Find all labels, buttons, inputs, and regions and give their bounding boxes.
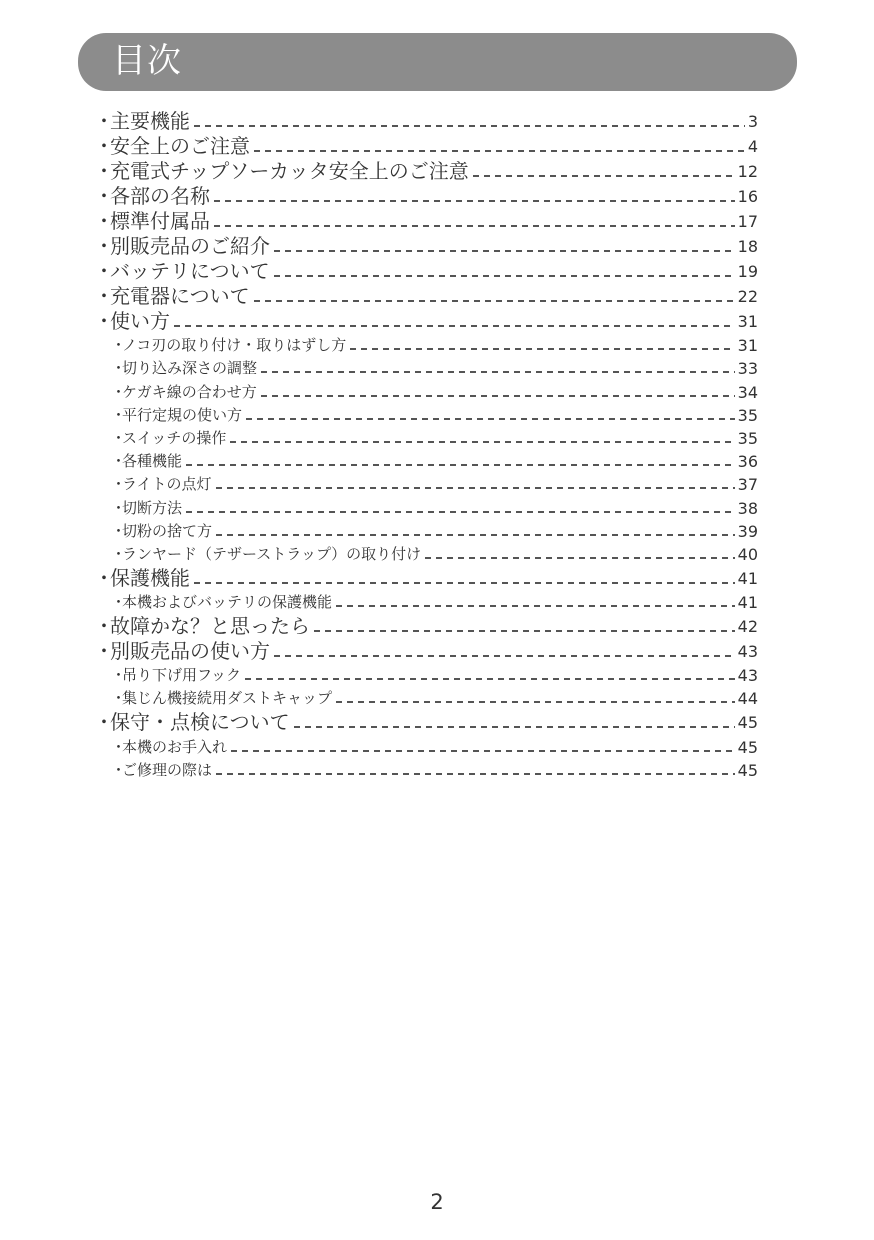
toc-label: 切り込み深さの調整 — [122, 359, 258, 378]
toc-leader-dashes — [274, 250, 735, 252]
toc-label: 集じん機接続用ダストキャップ — [122, 689, 333, 708]
toc-leader-dashes — [230, 441, 734, 443]
toc-label: 別販売品の使い方 — [110, 639, 270, 664]
toc-page-number: 18 — [737, 237, 758, 256]
toc-page-number: 37 — [737, 475, 758, 495]
toc-page-number: 12 — [737, 162, 758, 181]
toc-page-number: 40 — [737, 544, 758, 564]
toc-leader-dashes — [254, 300, 735, 302]
toc-label: 故障かな？と思ったら — [110, 614, 310, 639]
toc-bullet: ・ — [94, 209, 114, 233]
toc-label: 吊り下げ用フック — [122, 666, 241, 685]
toc-label: 平行定規の使い方 — [122, 405, 243, 424]
toc-page-number: 43 — [737, 666, 758, 686]
toc-bullet: ・ — [94, 134, 114, 158]
toc-bullet: ・ — [111, 336, 127, 355]
toc-label: ケガキ線の合わせ方 — [122, 382, 257, 401]
toc-leader-dashes — [174, 325, 735, 327]
toc-label: スイッチの操作 — [122, 428, 227, 447]
toc-leader-dashes — [261, 395, 735, 397]
toc-page-number: 42 — [737, 617, 758, 637]
toc-label: 保守・点検について — [110, 710, 290, 735]
toc-leader-dashes — [214, 200, 735, 202]
toc-page-number: 4 — [747, 137, 758, 156]
toc-bullet: ・ — [94, 259, 114, 283]
toc-label: ノコ刃の取り付け・取りはずし方 — [122, 336, 347, 355]
toc-entry[interactable] — [92, 639, 758, 664]
toc-page-number: 39 — [737, 521, 758, 541]
toc-page-number: 41 — [737, 568, 758, 588]
toc-bullet: ・ — [94, 710, 114, 735]
toc-bullet: ・ — [94, 109, 114, 133]
toc-label: 別販売品のご紹介 — [110, 234, 270, 258]
toc-bullet: ・ — [111, 521, 127, 540]
toc-page-number: 17 — [737, 212, 758, 231]
toc-bullet: ・ — [94, 309, 114, 333]
toc-bullet: ・ — [111, 452, 127, 471]
toc-leader-dashes — [261, 371, 735, 373]
toc-subentry[interactable] — [92, 687, 758, 710]
toc-label: 各種機能 — [122, 452, 183, 471]
toc-leader-dashes — [214, 225, 735, 227]
toc-leader-dashes — [216, 773, 735, 775]
toc-entry[interactable] — [92, 134, 758, 159]
toc-label: 各部の名称 — [110, 184, 210, 208]
toc-subentry[interactable] — [92, 473, 758, 496]
toc-bullet: ・ — [111, 666, 127, 685]
toc-leader-dashes — [425, 557, 735, 559]
toc-leader-dashes — [274, 655, 735, 657]
toc-leader-dashes — [294, 726, 735, 728]
toc-page-number: 31 — [737, 312, 758, 331]
toc-page-number: 45 — [737, 737, 758, 757]
toc-label: 充電器について — [110, 284, 250, 308]
toc-bullet: ・ — [111, 760, 127, 779]
toc-bullet: ・ — [111, 405, 127, 424]
toc-bullet: ・ — [111, 428, 127, 447]
toc-subentry[interactable] — [92, 404, 758, 427]
toc-page-number: 33 — [737, 359, 758, 379]
toc-subentry[interactable] — [92, 591, 758, 614]
toc-page-number: 22 — [737, 287, 758, 306]
toc-leader-dashes — [216, 487, 735, 489]
toc-leader-dashes — [216, 534, 735, 536]
toc-leader-dashes — [231, 750, 735, 752]
toc-label: ご修理の際は — [122, 760, 213, 779]
toc-bullet: ・ — [111, 498, 127, 517]
toc-leader-dashes — [194, 125, 745, 127]
toc-bullet: ・ — [111, 689, 127, 708]
toc-label: ライトの点灯 — [122, 475, 212, 494]
page-number: 2 — [430, 1190, 444, 1214]
toc-entry[interactable] — [92, 710, 758, 735]
toc-label: 保護機能 — [110, 565, 190, 590]
toc-entry[interactable] — [92, 234, 758, 259]
toc-label: ランヤード（テザーストラップ）の取り付け — [122, 544, 422, 563]
toc-page-number: 19 — [737, 262, 758, 281]
toc-entry[interactable] — [92, 614, 758, 639]
toc-leader-dashes — [314, 630, 735, 632]
toc-entry[interactable] — [92, 159, 758, 184]
toc-bullet: ・ — [94, 159, 114, 183]
toc-bullet: ・ — [111, 737, 127, 756]
toc-label: 本機のお手入れ — [122, 737, 228, 756]
toc-label: 本機およびバッテリの保護機能 — [122, 593, 333, 612]
toc-subentry[interactable] — [92, 334, 758, 357]
toc-page-number: 45 — [737, 713, 758, 733]
toc-bullet: ・ — [94, 565, 114, 590]
toc-page-number: 36 — [737, 452, 758, 472]
toc-leader-dashes — [274, 275, 735, 277]
toc-subentry[interactable] — [92, 450, 758, 473]
toc-subentry[interactable] — [92, 427, 758, 450]
toc-leader-dashes — [254, 150, 745, 152]
toc-page-number: 35 — [737, 428, 758, 448]
toc-page-number: 3 — [747, 112, 758, 131]
toc-label: 使い方 — [110, 309, 170, 333]
toc-entry[interactable] — [92, 209, 758, 234]
toc-leader-dashes — [194, 582, 735, 584]
toc-label: 切断方法 — [122, 498, 183, 517]
toc-subentry[interactable] — [92, 543, 758, 566]
toc-label: 主要機能 — [110, 109, 190, 133]
toc-bullet: ・ — [111, 475, 127, 494]
toc-entry[interactable] — [92, 109, 758, 134]
toc-page-number: 38 — [737, 498, 758, 518]
toc-leader-dashes — [186, 511, 735, 513]
toc-entry[interactable] — [92, 284, 758, 309]
toc-page-number: 34 — [737, 382, 758, 402]
toc-leader-dashes — [246, 418, 735, 420]
toc-page-number: 45 — [737, 760, 758, 780]
page-title: 目次 — [112, 41, 182, 81]
table-of-contents — [92, 109, 758, 782]
toc-entry[interactable] — [92, 259, 758, 284]
toc-subentry[interactable] — [92, 380, 758, 403]
toc-bullet: ・ — [111, 593, 127, 612]
toc-subentry[interactable] — [92, 759, 758, 782]
toc-entry[interactable] — [92, 566, 758, 591]
toc-subentry[interactable] — [92, 735, 758, 758]
toc-subentry[interactable] — [92, 496, 758, 519]
toc-page-number: 44 — [737, 689, 758, 709]
toc-subentry[interactable] — [92, 357, 758, 380]
toc-page-number: 41 — [737, 593, 758, 613]
toc-leader-dashes — [245, 678, 735, 680]
header-band — [78, 33, 797, 91]
toc-bullet: ・ — [94, 184, 114, 208]
toc-bullet: ・ — [94, 284, 114, 308]
toc-leader-dashes — [336, 701, 735, 703]
toc-page-number: 35 — [737, 405, 758, 425]
toc-leader-dashes — [473, 175, 735, 177]
toc-bullet: ・ — [94, 639, 114, 664]
toc-label: 安全上のご注意 — [110, 134, 250, 158]
toc-leader-dashes — [186, 464, 735, 466]
toc-page-number: 43 — [737, 642, 758, 662]
toc-subentry[interactable] — [92, 664, 758, 687]
toc-leader-dashes — [336, 605, 735, 607]
toc-bullet: ・ — [94, 234, 114, 258]
toc-page-number: 31 — [737, 336, 758, 356]
toc-bullet: ・ — [111, 544, 127, 563]
toc-label: バッテリについて — [110, 259, 270, 283]
toc-entry[interactable] — [92, 184, 758, 209]
toc-page-number: 16 — [737, 187, 758, 206]
toc-bullet: ・ — [111, 382, 127, 401]
toc-subentry[interactable] — [92, 520, 758, 543]
toc-leader-dashes — [350, 348, 734, 350]
toc-label: 充電式チップソーカッタ安全上のご注意 — [110, 159, 469, 183]
toc-bullet: ・ — [94, 614, 114, 639]
toc-label: 切粉の捨て方 — [122, 521, 213, 540]
toc-entry[interactable] — [92, 309, 758, 334]
toc-bullet: ・ — [111, 359, 127, 378]
toc-label: 標準付属品 — [110, 209, 210, 233]
